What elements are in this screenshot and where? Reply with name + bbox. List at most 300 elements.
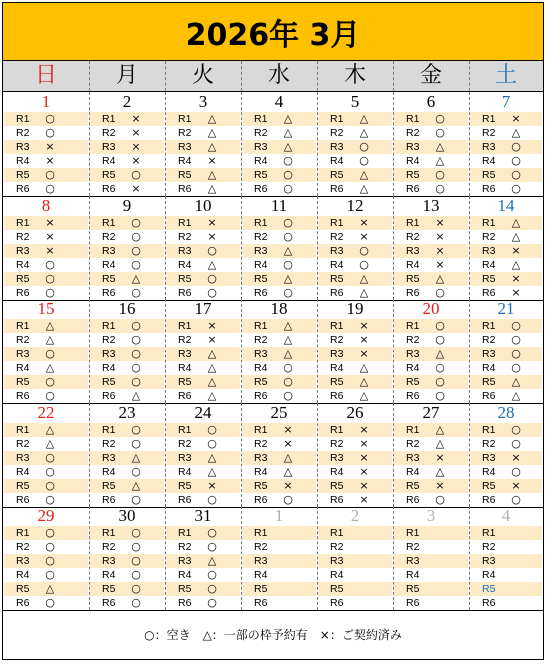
- slot-availability-mark[interactable]: ×: [207, 479, 217, 492]
- slot-availability-mark[interactable]: △: [283, 465, 293, 478]
- slot-availability-mark[interactable]: ×: [359, 333, 369, 346]
- slot-availability-mark[interactable]: ×: [511, 286, 521, 299]
- slot-availability-mark[interactable]: ×: [359, 479, 369, 492]
- slot-availability-mark[interactable]: △: [283, 126, 293, 139]
- slot-availability-mark[interactable]: ○: [511, 437, 521, 450]
- slot-availability-mark[interactable]: ○: [207, 568, 217, 581]
- slot-availability-mark[interactable]: △: [435, 347, 445, 360]
- slot-availability-mark[interactable]: ○: [45, 451, 55, 464]
- slot-label: R1: [482, 320, 496, 332]
- slot-availability-mark[interactable]: ○: [511, 182, 521, 195]
- slot-availability-mark[interactable]: △: [511, 258, 521, 271]
- slot-label: R5: [254, 480, 268, 492]
- slot-availability-mark[interactable]: ○: [45, 182, 55, 195]
- slot-availability-mark[interactable]: ×: [359, 465, 369, 478]
- slot-availability-mark[interactable]: ×: [131, 112, 141, 125]
- slot-label: R4: [16, 259, 30, 271]
- slot-availability-mark[interactable]: △: [45, 361, 55, 374]
- slot-label: R2: [482, 127, 496, 139]
- slot-availability-mark[interactable]: △: [435, 140, 445, 153]
- slot-label: R2: [102, 127, 116, 139]
- slot-label: R6: [330, 287, 344, 299]
- slot-availability-mark[interactable]: ○: [283, 154, 293, 167]
- slot-availability-mark[interactable]: △: [359, 182, 369, 195]
- weekday-1: 月: [115, 63, 138, 88]
- slot-label: R2: [482, 231, 496, 243]
- slot-availability-mark[interactable]: ○: [131, 216, 141, 229]
- slot-availability-mark[interactable]: ○: [131, 582, 141, 595]
- slot-availability-mark[interactable]: ○: [283, 361, 293, 374]
- slot-label: R2: [330, 541, 344, 553]
- slot-availability-mark[interactable]: ○: [131, 168, 141, 181]
- slot-availability-mark[interactable]: ×: [435, 451, 445, 464]
- slot-label: R2: [178, 438, 192, 450]
- slot-availability-mark[interactable]: ○: [131, 244, 141, 257]
- column-divider: [89, 196, 90, 300]
- slot-availability-mark[interactable]: △: [359, 168, 369, 181]
- slot-label: R4: [406, 362, 420, 374]
- day-number: 3: [198, 92, 208, 111]
- slot-row-stripe: [470, 526, 542, 540]
- slot-availability-mark[interactable]: ○: [511, 154, 521, 167]
- day-number: 23: [118, 403, 136, 422]
- slot-label: R4: [330, 259, 344, 271]
- slot-availability-mark[interactable]: △: [45, 333, 55, 346]
- slot-availability-mark[interactable]: ×: [435, 258, 445, 271]
- slot-availability-mark[interactable]: ×: [359, 347, 369, 360]
- slot-availability-mark[interactable]: ×: [131, 140, 141, 153]
- slot-availability-mark[interactable]: ×: [207, 154, 217, 167]
- day-number: 8: [41, 196, 51, 215]
- slot-availability-mark[interactable]: ○: [283, 182, 293, 195]
- slot-label: R4: [482, 466, 496, 478]
- column-divider: [393, 92, 394, 196]
- weekday-4: 木: [343, 63, 366, 88]
- slot-availability-mark[interactable]: △: [435, 465, 445, 478]
- header-column-divider: [241, 61, 242, 91]
- slot-label: R5: [178, 480, 192, 492]
- slot-availability-mark[interactable]: ○: [207, 493, 217, 506]
- weekday-6: 土: [494, 63, 517, 88]
- slot-availability-mark[interactable]: ×: [435, 244, 445, 257]
- slot-availability-mark[interactable]: ○: [131, 465, 141, 478]
- slot-label: R2: [178, 541, 192, 553]
- slot-availability-mark[interactable]: ×: [435, 479, 445, 492]
- slot-label: R2: [254, 541, 268, 553]
- slot-availability-mark[interactable]: ○: [45, 526, 55, 539]
- slot-row-stripe: [470, 168, 542, 182]
- slot-availability-mark[interactable]: ○: [359, 244, 369, 257]
- slot-availability-mark[interactable]: ○: [435, 112, 445, 125]
- column-divider: [241, 299, 242, 403]
- slot-label: R6: [254, 287, 268, 299]
- column-divider: [89, 403, 90, 507]
- slot-availability-mark[interactable]: △: [207, 347, 217, 360]
- slot-availability-mark[interactable]: ○: [283, 168, 293, 181]
- slot-availability-mark[interactable]: △: [435, 423, 445, 436]
- column-divider: [317, 196, 318, 300]
- column-divider: [469, 403, 470, 507]
- header-column-divider: [165, 61, 166, 91]
- column-divider: [393, 299, 394, 403]
- slot-availability-mark[interactable]: ×: [511, 479, 521, 492]
- slot-label: R4: [178, 466, 192, 478]
- slot-label: R5: [482, 480, 496, 492]
- slot-availability-mark[interactable]: △: [45, 582, 55, 595]
- slot-label: R1: [406, 527, 420, 539]
- day-number: 25: [270, 403, 288, 422]
- slot-availability-mark[interactable]: ○: [283, 375, 293, 388]
- slot-availability-mark[interactable]: ○: [131, 596, 141, 609]
- slot-availability-mark[interactable]: ×: [283, 479, 293, 492]
- slot-availability-mark[interactable]: ×: [359, 423, 369, 436]
- slot-label: R3: [178, 452, 192, 464]
- slot-label: R1: [102, 320, 116, 332]
- slot-availability-mark[interactable]: △: [283, 140, 293, 153]
- weekday-0: 日: [34, 63, 57, 88]
- column-divider: [317, 506, 318, 610]
- slot-label: R1: [254, 113, 268, 125]
- slot-availability-mark[interactable]: ○: [131, 540, 141, 553]
- slot-availability-mark[interactable]: △: [207, 375, 217, 388]
- slot-label: R6: [178, 494, 192, 506]
- slot-label: R3: [330, 141, 344, 153]
- slot-availability-mark[interactable]: ○: [131, 333, 141, 346]
- slot-availability-mark[interactable]: ○: [511, 168, 521, 181]
- slot-availability-mark[interactable]: △: [45, 423, 55, 436]
- slot-availability-mark[interactable]: ×: [359, 437, 369, 450]
- slot-availability-mark[interactable]: △: [45, 319, 55, 332]
- slot-availability-mark[interactable]: △: [435, 154, 445, 167]
- slot-availability-mark[interactable]: ○: [45, 112, 55, 125]
- slot-label: R4: [254, 259, 268, 271]
- slot-label: R5: [178, 169, 192, 181]
- day-number: 24: [194, 403, 212, 422]
- slot-availability-mark[interactable]: ○: [45, 493, 55, 506]
- slot-availability-mark[interactable]: ○: [131, 258, 141, 271]
- column-divider: [89, 506, 90, 610]
- slot-label: R1: [16, 527, 30, 539]
- slot-label: R4: [330, 362, 344, 374]
- slot-availability-mark[interactable]: ○: [131, 375, 141, 388]
- slot-availability-mark[interactable]: △: [435, 272, 445, 285]
- slot-label: R5: [254, 273, 268, 285]
- slot-availability-mark[interactable]: ○: [207, 526, 217, 539]
- slot-availability-mark[interactable]: △: [131, 389, 141, 402]
- slot-label: R2: [254, 231, 268, 243]
- slot-availability-mark[interactable]: ×: [131, 126, 141, 139]
- slot-availability-mark[interactable]: △: [359, 361, 369, 374]
- slot-label: R3: [330, 452, 344, 464]
- slot-label: R2: [102, 334, 116, 346]
- slot-availability-mark[interactable]: ○: [131, 230, 141, 243]
- slot-availability-mark[interactable]: ○: [511, 319, 521, 332]
- slot-availability-mark[interactable]: ○: [207, 423, 217, 436]
- slot-availability-mark[interactable]: ○: [511, 465, 521, 478]
- slot-label: R2: [406, 438, 420, 450]
- slot-availability-mark[interactable]: ×: [131, 182, 141, 195]
- day-number: 5: [350, 92, 360, 111]
- slot-availability-mark[interactable]: ○: [45, 126, 55, 139]
- slot-availability-mark[interactable]: ○: [435, 493, 445, 506]
- slot-label: R6: [406, 183, 420, 195]
- slot-label: R4: [102, 466, 116, 478]
- column-divider: [241, 196, 242, 300]
- slot-availability-mark[interactable]: ○: [283, 389, 293, 402]
- slot-availability-mark[interactable]: ○: [45, 286, 55, 299]
- slot-availability-mark[interactable]: △: [511, 230, 521, 243]
- slot-availability-mark[interactable]: ○: [131, 286, 141, 299]
- slot-availability-mark[interactable]: ○: [511, 140, 521, 153]
- slot-availability-mark[interactable]: ○: [435, 286, 445, 299]
- slot-availability-mark[interactable]: ○: [435, 182, 445, 195]
- slot-availability-mark[interactable]: △: [207, 140, 217, 153]
- slot-availability-mark[interactable]: ○: [511, 493, 521, 506]
- slot-availability-mark[interactable]: △: [131, 479, 141, 492]
- slot-label: R4: [254, 466, 268, 478]
- slot-availability-mark[interactable]: ×: [359, 216, 369, 229]
- slot-availability-mark[interactable]: ○: [131, 319, 141, 332]
- slot-label: R1: [406, 113, 420, 125]
- header-column-divider: [469, 61, 470, 91]
- slot-availability-mark[interactable]: △: [131, 451, 141, 464]
- slot-availability-mark[interactable]: △: [207, 465, 217, 478]
- slot-availability-mark[interactable]: △: [511, 216, 521, 229]
- legend: ○：空き △：一部の枠予約有 ×：ご契約済み: [144, 627, 402, 642]
- slot-availability-mark[interactable]: ○: [435, 361, 445, 374]
- header-column-divider: [317, 61, 318, 91]
- slot-availability-mark[interactable]: ○: [45, 168, 55, 181]
- slot-availability-mark[interactable]: △: [359, 272, 369, 285]
- slot-availability-mark[interactable]: △: [359, 126, 369, 139]
- slot-label: R2: [406, 334, 420, 346]
- slot-label: R5: [482, 169, 496, 181]
- slot-availability-mark[interactable]: ○: [435, 333, 445, 346]
- column-divider: [469, 92, 470, 196]
- slot-label: R4: [330, 466, 344, 478]
- slot-label: R4: [330, 569, 344, 581]
- day-number: 2: [122, 92, 132, 111]
- slot-availability-mark[interactable]: ×: [511, 244, 521, 257]
- column-divider: [165, 299, 166, 403]
- slot-availability-mark[interactable]: ×: [359, 493, 369, 506]
- slot-availability-mark[interactable]: ○: [359, 258, 369, 271]
- slot-label: R4: [254, 155, 268, 167]
- slot-availability-mark[interactable]: △: [207, 389, 217, 402]
- slot-availability-mark[interactable]: △: [511, 126, 521, 139]
- slot-label: R4: [102, 155, 116, 167]
- column-divider: [469, 506, 470, 610]
- slot-availability-mark[interactable]: △: [435, 437, 445, 450]
- slot-availability-mark[interactable]: ○: [207, 437, 217, 450]
- slot-availability-mark[interactable]: ○: [435, 389, 445, 402]
- slot-label: R6: [330, 597, 344, 609]
- slot-label: R6: [330, 390, 344, 402]
- day-number: 2: [350, 506, 360, 525]
- slot-availability-mark[interactable]: ○: [207, 596, 217, 609]
- slot-availability-mark[interactable]: ×: [511, 112, 521, 125]
- slot-availability-mark[interactable]: △: [45, 437, 55, 450]
- slot-availability-mark[interactable]: ×: [45, 154, 55, 167]
- slot-availability-mark[interactable]: ○: [207, 272, 217, 285]
- slot-availability-mark[interactable]: ×: [45, 244, 55, 257]
- slot-label: R3: [102, 348, 116, 360]
- day-number: 7: [501, 92, 511, 111]
- slot-availability-mark[interactable]: △: [207, 451, 217, 464]
- slot-availability-mark[interactable]: ○: [45, 375, 55, 388]
- slot-availability-mark[interactable]: ○: [131, 423, 141, 436]
- slot-label: R1: [16, 217, 30, 229]
- slot-availability-mark[interactable]: ×: [131, 154, 141, 167]
- slot-availability-mark[interactable]: △: [511, 375, 521, 388]
- slot-availability-mark[interactable]: △: [131, 272, 141, 285]
- slot-availability-mark[interactable]: ○: [283, 216, 293, 229]
- slot-label: R3: [254, 555, 268, 567]
- slot-availability-mark[interactable]: ○: [207, 286, 217, 299]
- slot-availability-mark[interactable]: △: [283, 347, 293, 360]
- slot-availability-mark[interactable]: ○: [131, 361, 141, 374]
- slot-label: R1: [330, 113, 344, 125]
- slot-label: R5: [406, 169, 420, 181]
- slot-availability-mark[interactable]: △: [283, 333, 293, 346]
- slot-label: R4: [482, 259, 496, 271]
- slot-label: R4: [406, 466, 420, 478]
- slot-availability-mark[interactable]: ○: [283, 493, 293, 506]
- slot-availability-mark[interactable]: ×: [207, 333, 217, 346]
- slot-availability-mark[interactable]: ×: [283, 423, 293, 436]
- slot-label: R1: [406, 320, 420, 332]
- slot-availability-mark[interactable]: ○: [45, 554, 55, 567]
- slot-label: R5: [330, 480, 344, 492]
- slot-availability-mark[interactable]: ○: [45, 596, 55, 609]
- slot-availability-mark[interactable]: ○: [359, 140, 369, 153]
- slot-availability-mark[interactable]: △: [359, 389, 369, 402]
- slot-availability-mark[interactable]: ○: [207, 582, 217, 595]
- slot-availability-mark[interactable]: △: [283, 272, 293, 285]
- slot-availability-mark[interactable]: ×: [359, 319, 369, 332]
- slot-availability-mark[interactable]: ○: [45, 258, 55, 271]
- slot-availability-mark[interactable]: ×: [359, 451, 369, 464]
- slot-availability-mark[interactable]: ○: [45, 272, 55, 285]
- slot-label: R4: [16, 466, 30, 478]
- slot-availability-mark[interactable]: ○: [511, 333, 521, 346]
- slot-label: R1: [254, 527, 268, 539]
- slot-availability-mark[interactable]: ○: [283, 258, 293, 271]
- slot-availability-mark[interactable]: ×: [511, 451, 521, 464]
- slot-availability-mark[interactable]: ○: [435, 126, 445, 139]
- slot-label: R2: [406, 231, 420, 243]
- slot-availability-mark[interactable]: △: [511, 389, 521, 402]
- slot-availability-mark[interactable]: ○: [131, 554, 141, 567]
- slot-availability-mark[interactable]: ○: [45, 479, 55, 492]
- slot-availability-mark[interactable]: △: [207, 126, 217, 139]
- slot-row-stripe: [470, 347, 542, 361]
- slot-availability-mark[interactable]: ○: [131, 493, 141, 506]
- day-number: 10: [194, 196, 212, 215]
- slot-availability-mark[interactable]: △: [207, 168, 217, 181]
- day-number: 22: [37, 403, 55, 422]
- slot-availability-mark[interactable]: ○: [511, 423, 521, 436]
- day-number: 6: [426, 92, 436, 111]
- slot-availability-mark[interactable]: ○: [45, 568, 55, 581]
- slot-availability-mark[interactable]: △: [283, 112, 293, 125]
- slot-availability-mark[interactable]: ○: [435, 168, 445, 181]
- calendar-title: 2026年 3月: [3, 3, 543, 61]
- slot-label: R3: [254, 141, 268, 153]
- slot-availability-mark[interactable]: ○: [131, 347, 141, 360]
- slot-availability-mark[interactable]: ○: [45, 465, 55, 478]
- slot-availability-mark[interactable]: △: [283, 244, 293, 257]
- column-divider: [317, 299, 318, 403]
- slot-label: R2: [16, 438, 30, 450]
- slot-availability-mark[interactable]: ○: [435, 319, 445, 332]
- day-number: 21: [497, 299, 515, 318]
- slot-availability-mark[interactable]: △: [359, 112, 369, 125]
- slot-availability-mark[interactable]: △: [207, 361, 217, 374]
- slot-availability-mark[interactable]: ×: [45, 216, 55, 229]
- slot-availability-mark[interactable]: ×: [207, 319, 217, 332]
- slot-availability-mark[interactable]: △: [359, 375, 369, 388]
- day-number: 4: [501, 506, 511, 525]
- slot-availability-mark[interactable]: ×: [45, 230, 55, 243]
- slot-availability-mark[interactable]: ○: [207, 244, 217, 257]
- slot-availability-mark[interactable]: ○: [207, 540, 217, 553]
- slot-availability-mark[interactable]: ×: [359, 230, 369, 243]
- slot-availability-mark[interactable]: ○: [131, 526, 141, 539]
- slot-availability-mark[interactable]: △: [283, 451, 293, 464]
- slot-availability-mark[interactable]: △: [207, 112, 217, 125]
- slot-availability-mark[interactable]: ○: [283, 230, 293, 243]
- slot-label: R5: [16, 169, 30, 181]
- slot-availability-mark[interactable]: ×: [511, 272, 521, 285]
- slot-availability-mark[interactable]: ×: [45, 140, 55, 153]
- slot-label: R1: [406, 424, 420, 436]
- slot-label: R1: [16, 113, 30, 125]
- slot-availability-mark[interactable]: ×: [435, 216, 445, 229]
- slot-availability-mark[interactable]: ○: [45, 389, 55, 402]
- slot-availability-mark[interactable]: ○: [45, 347, 55, 360]
- slot-availability-mark[interactable]: ×: [207, 230, 217, 243]
- slot-label: R2: [178, 127, 192, 139]
- slot-availability-mark[interactable]: ○: [45, 540, 55, 553]
- slot-label: R3: [16, 555, 30, 567]
- slot-label: R3: [254, 245, 268, 257]
- slot-availability-mark[interactable]: ○: [435, 375, 445, 388]
- slot-availability-mark[interactable]: ○: [131, 568, 141, 581]
- slot-label: R4: [102, 362, 116, 374]
- slot-availability-mark[interactable]: ×: [283, 437, 293, 450]
- slot-availability-mark[interactable]: △: [207, 258, 217, 271]
- slot-label: R4: [16, 569, 30, 581]
- slot-label: R3: [254, 348, 268, 360]
- slot-availability-mark[interactable]: ○: [131, 437, 141, 450]
- slot-availability-mark[interactable]: ○: [511, 347, 521, 360]
- slot-availability-mark[interactable]: △: [207, 182, 217, 195]
- slot-label: R1: [16, 320, 30, 332]
- slot-availability-mark[interactable]: ×: [207, 216, 217, 229]
- slot-label: R3: [16, 245, 30, 257]
- slot-availability-mark[interactable]: ○: [283, 286, 293, 299]
- slot-availability-mark[interactable]: ○: [511, 361, 521, 374]
- slot-row-stripe: [470, 582, 542, 596]
- slot-availability-mark[interactable]: △: [359, 286, 369, 299]
- slot-label: R6: [102, 183, 116, 195]
- slot-label: R2: [330, 231, 344, 243]
- slot-availability-mark[interactable]: ×: [435, 230, 445, 243]
- slot-availability-mark[interactable]: △: [283, 319, 293, 332]
- slot-availability-mark[interactable]: △: [207, 554, 217, 567]
- slot-availability-mark[interactable]: ○: [359, 154, 369, 167]
